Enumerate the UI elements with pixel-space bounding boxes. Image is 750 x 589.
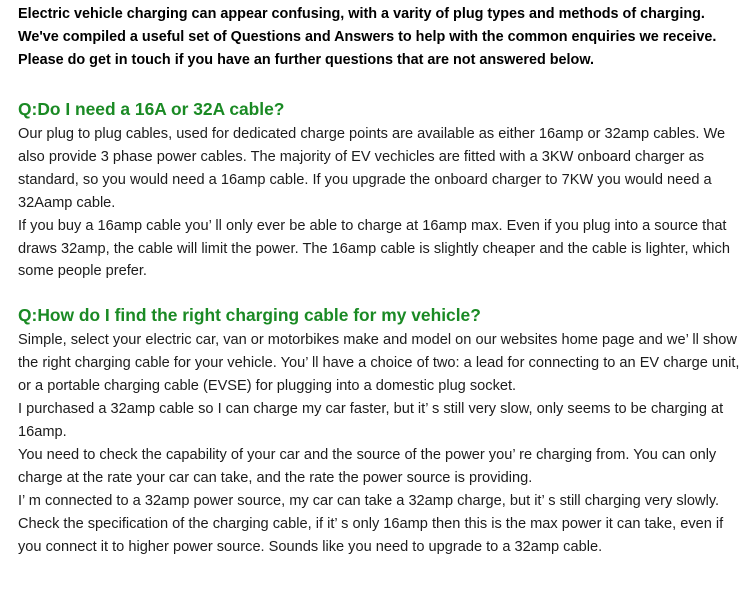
answer-paragraph: I’ m connected to a 32amp power source, my car can take a 32amp charge, but it’ s still charging very slowly. [18,492,720,509]
answer-block [18,329,746,558]
answer-block [18,123,746,283]
qa-section-cable-amperage [18,97,746,283]
answer-paragraph: I purchased a 32amp cable so I can charge my car faster, but it’ s still very slow, only seems to be charging at 16amp. [18,401,724,440]
question-heading: Q:How do I find the right charging cable for my vehicle? [18,305,481,326]
answer-paragraph: Simple, select your electric car, van or motorbikes make and model on our websites home page and we’ ll show the right charging cable for your vehicle. You’ ll have a choice of two: a lead for connecting to an EV charge unit, or a portable charging cable (EVSE) for plugging into a domestic plug socket. [18,332,740,395]
answer-paragraph: You need to check the capability of your car and the source of the power you’ re charging from. You can only charge at the rate your car can take, and the rate the power source is providing. [18,446,717,486]
intro-line: We've compiled a useful set of Questions and Answers to help with the common enquiries we receive. [18,29,717,45]
answer-paragraph: Our plug to plug cables, used for dedicated charge points are available as either 16amp or 32amp cables. We also provide 3 phase power cables. The majority of EV vechicles are fitted with a 3KW onboard charger as standard, so you would need a 16amp cable. If you upgrade the onboard charger to 7KW you would need a 32Aamp cable. [18,126,726,211]
question-heading: Q:Do I need a 16A or 32A cable? [18,99,285,119]
faq-page [18,3,746,558]
qa-section-find-cable [18,303,746,558]
intro-section [18,3,746,72]
intro-line: Please do get in touch if you have an further questions that are not answered below. [18,52,594,68]
intro-line: Electric vehicle charging can appear confusing, with a varity of plug types and methods of charging. [18,6,705,22]
answer-paragraph: Check the specification of the charging cable, if it’ s only 16amp then this is the max power it can take, even if you connect it to higher power source. Sounds like you need to upgrade to a 32amp cable. [18,515,724,555]
answer-paragraph: If you buy a 16amp cable you’ ll only ever be able to charge at 16amp max. Even if you plug into a source that draws 32amp, the cable will limit the power. The 16amp cable is slightly cheaper and the cable is lighter, which some people prefer. [18,217,730,280]
